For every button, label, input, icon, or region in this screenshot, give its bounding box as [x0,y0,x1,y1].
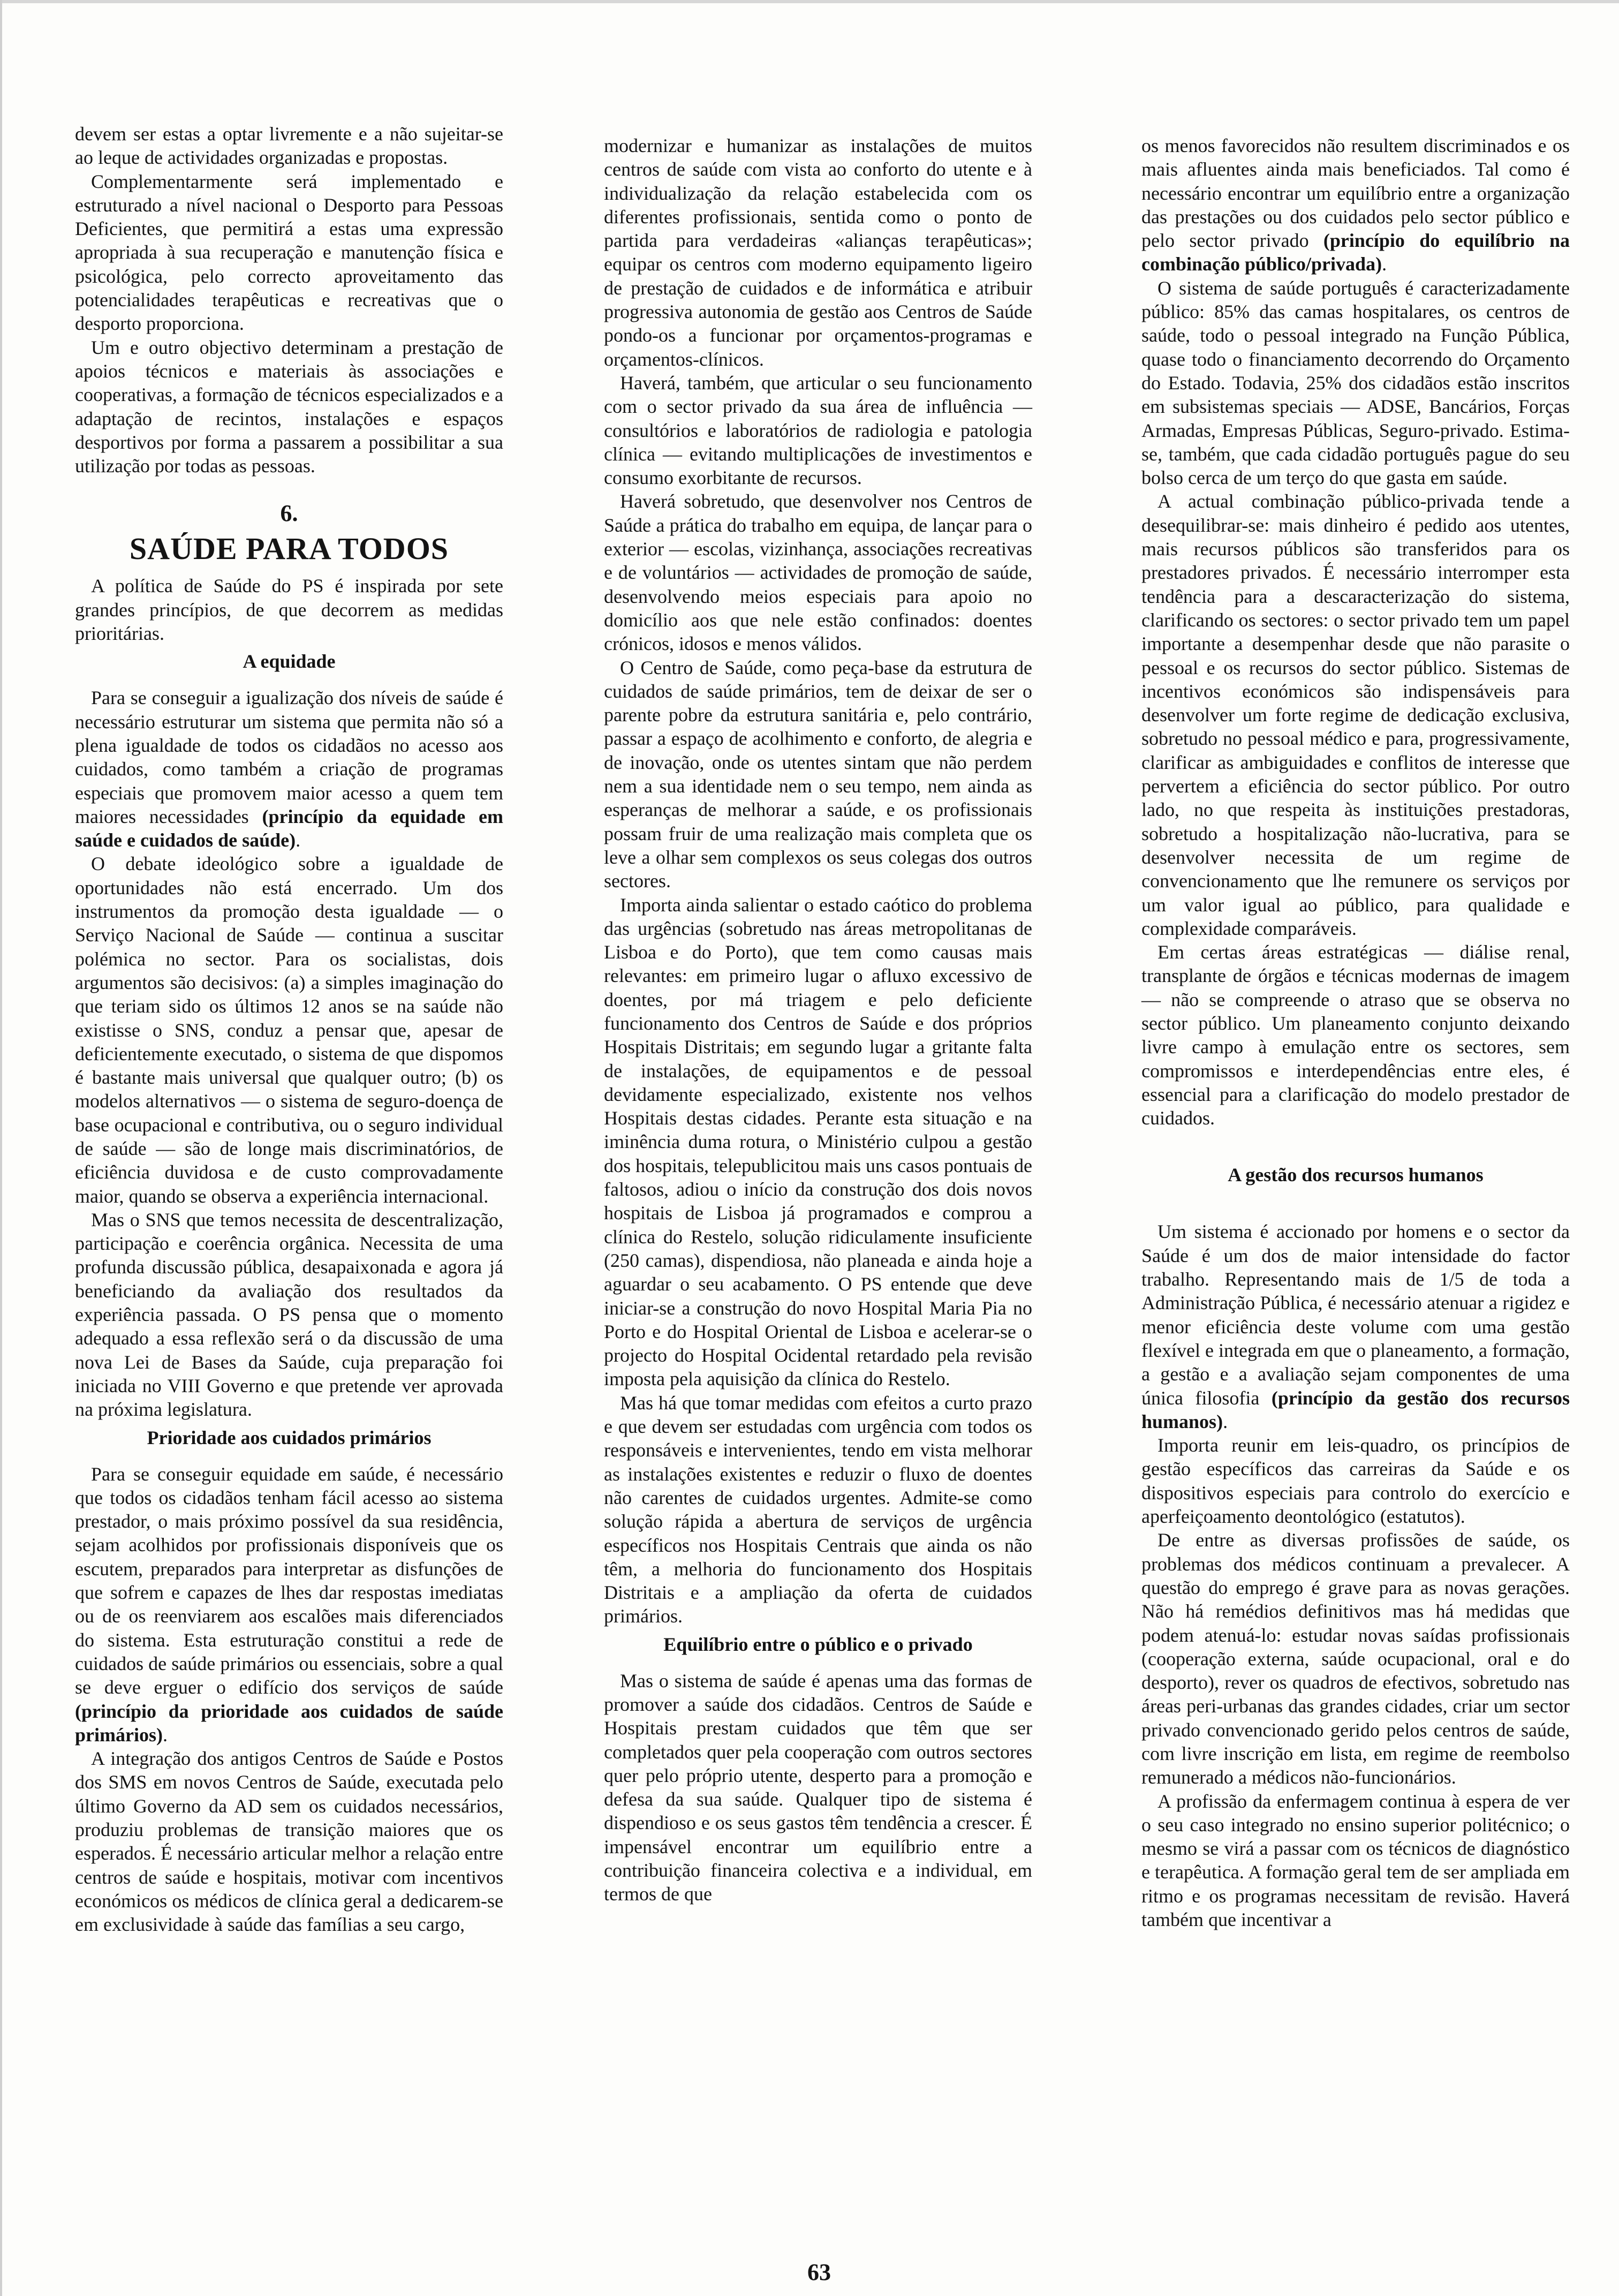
paragraph: A actual combinação público-privada tende a desequilibrar-se: mais dinheiro é pedido aos utentes, mais recursos públicos são transferidos para os prestadores privados. É necessário interromper esta tendência para a descaracterização do sistema, clarificando os sectores: o sector privado tem um papel importante a desempenhar desde que não parasite o pessoal e os recursos do sector público. Sistemas de incentivos económicos são indispensáveis para desenvolver um forte regime de dedicação exclusiva, sobretudo no pessoal médico e para, progressivamente, clarificar as ambiguidades e conflitos de interesse que pervertem a eficiência do sector público. Por outro lado, no que respeita às instituições prestadoras, sobretudo a hospitalização não-lucrativa, para se desenvolver necessita de um regime de convencionamento que lhe remunere os serviços por um valor igual ao público, para qualidade e complexidade comparáveis. [1141,490,1570,939]
section-title: SAÚDE PARA TODOS [129,531,449,567]
paragraph: Haverá sobretudo, que desenvolver nos Centros de Saúde a prática do trabalho em equipa, de lançar para o exterior — escolas, vizinhança, associações recreativas e de voluntários — actividades de promoção de saúde, desenvolvendo meios especiais para apoio no domicílio aos que nele estão confinados: doentes crónicos, idosos e menos válidos. [604,490,1032,655]
paragraph [75,686,503,852]
paragraph: De entre as diversas profissões de saúde, os problemas dos médicos continuam a prevalecer. A questão do emprego é grave para as novas gerações. Não há remédios definitivos mas há medidas que podem atenuá-lo: estudar novas saídas profissionais (cooperação externa, saúde ocupacional, oral e do desporto), rever os quadros de efectivos, sobretudo nas áreas peri-urbanas das grandes cidades, criar um sector privado convencionado gerido pelos centros de saúde, com livre inscrição em lista, em regime de reembolso remunerado a médicos não-funcionários. [1141,1529,1570,1788]
paragraph-text: os menos favorecidos não resultem discriminados e os mais afluentes ainda mais beneficiados. Tal como é necessário encontrar um equilíbrio entre a organização das prestações ou dos cuidados pelo sector público e pelo sector privado [1141,135,1570,252]
paragraph: A integração dos antigos Centros de Saúde e Postos dos SMS em novos Centros de Saúde, executada pelo último Governo da AD sem os cuidados necessários, produziu problemas de transição maiores que os esperados. É necessário articular melhor a relação entre centros de saúde e hospitais, motivar com incentivos económicos os médicos de clínica geral a dedicarem-se em exclusividade à saúde das famílias a seu cargo, [75,1748,503,1936]
paragraph: O sistema de saúde português é caracterizadamente público: 85% das camas hospitalares, os centros de saúde, todo o pessoal integrado na Função Pública, quase todo o financiamento decorrendo do Orçamento do Estado. Todavia, 25% dos cidadãos estão inscritos em subsistemas speciais — ADSE, Bancários, Forças Armadas, Empresas Públicas, Seguro-privado. Estima-se, também, que cada cidadão português pague do seu bolso cerca de um terço do que gasta em saúde. [1141,277,1570,489]
paragraph: Importa ainda salientar o estado caótico do problema das urgências (sobretudo nas áreas metropolitanas de Lisboa e do Porto), que tem como causas mais relevantes: em primeiro lugar o afluxo excessivo de doentes, por má triagem e pelo deficiente funcionamento dos Centros de Saúde e dos próprios Hospitais Distritais; em segundo lugar a gritante falta de instalações, de equipamentos e de pessoal devidamente especializado, existente nos velhos Hospitais destas cidades. Perante esta situação e na iminência duma rotura, o Ministério culpou a gestão dos hospitais, telepublicitou mais uns casos pontuais de faltosos, adiou o início da construção dos dois novos hospitais de Lisboa já programados e comprou a clínica do Restelo, solução ridiculamente insuficiente (250 camas), dispendiosa, não planeada e ainda hoje a aguardar o seu acabamento. O PS entende que deve iniciar-se a construção do novo Hospital Maria Pia no Porto e do Hospital Oriental de Lisboa e acelerar-se o projecto do Hospital Ocidental retardado pela revisão imposta pela aquisição da clínica do Restelo. [604,894,1032,1390]
paragraph-end: . [162,1724,168,1746]
paragraph-end: . [1223,1410,1228,1432]
paragraph: A política de Saúde do PS é inspirada por sete grandes princípios, de que decorrem as medidas prioritárias. [75,575,503,645]
paragraph [75,1462,503,1747]
paragraph-end: . [296,829,301,851]
paragraph: Em certas áreas estratégicas — diálise renal, transplante de órgãos e técnicas modernas de imagem — não se compreende o atraso que se observa no sector público. Um planeamento conjunto deixando livre campo à emulação entre os sectores, sem compromissos e interdependências entre eles, é essencial para a clarificação do modelo prestador de cuidados. [1141,941,1570,1129]
principle-bold: (princípio da equidade em saúde e cuidados de saúde) [75,805,503,851]
principle-bold: (princípio da prioridade aos cuidados de saúde primários) [75,1700,503,1746]
paragraph: A profissão da enfermagem continua à espera de ver o seu caso integrado no ensino superior politécnico; o mesmo se virá a passar com os técnicos de diagnóstico e terapêutica. A formação geral tem de ser ampliada em ritmo e os programas necessitam de revisão. Haverá também que incentivar a [1141,1790,1570,1931]
column-left [75,122,503,1936]
paragraph: Mas o sistema de saúde é apenas uma das formas de promover a saúde dos cidadãos. Centros de Saúde e Hospitais prestam cuidados que têm que ser completados quer pela cooperação com outros sectores quer pelo próprio utente, desperto para a promoção e defesa da sua saúde. Qualquer tipo de sistema é dispendioso e os seus gastos têm tendência a crescer. É impensável encontrar um equilíbrio entre a contribuição financeira colectiva e a individual, em termos de que [604,1670,1032,1905]
scan-edge-top [0,0,1619,3]
paragraph: modernizar e humanizar as instalações de muitos centros de saúde com vista ao conforto do utente e à individualização da relação estabelecida com os diferentes profissionais, sentida como o ponto de partida para verdadeiras «alianças terapêuticas»; equipar os centros com moderno equipamento ligeiro de prestação de cuidados e de informática e atribuir progressiva autonomia de gestão aos Centros de Saúde pondo-os a funcionar por orçamentos-programas e orçamentos-clínicos. [604,135,1032,370]
subheading-gestao: A gestão dos recursos humanos [1228,1164,1484,1186]
paragraph [1141,1220,1570,1433]
paragraph: O Centro de Saúde, como peça-base da estrutura de cuidados de saúde primários, tem de deixar de ser o parente pobre da estrutura sanitária e, pelo contrário, passar a espaço de acolhimento e conforto, de alegria e de inovação, onde os utentes sintam que não perdem nem a sua identidade nem o seu tempo, nem ainda as esperanças de melhorar a saúde, e os profissionais possam fruir de uma realização mais completa que os leve a olhar sem complexos os seus colegas dos outros sectores. [604,656,1032,892]
paragraph: Complementarmente será implementado e estruturado a nível nacional o Desporto para Pessoas Deficientes, que permitirá a estas uma expressão apropriada à sua recuperação e manutenção física e psicológica, pelo correcto aproveitamento das potencialidades terapêuticas e recreativas que o desporto proporciona. [75,170,503,335]
paragraph: Importa reunir em leis-quadro, os princípios de gestão específicos das carreiras da Saúde e os dispositivos especiais para controlo do exercício e aperfeiçoamento deontológico (estatutos). [1141,1434,1570,1528]
paragraph: Haverá, também, que articular o seu funcionamento com o sector privado da sua área de influência — consultórios e laboratórios de radiologia e patologia clínica — evitando multiplicações de investimentos e consumo exorbitante de recursos. [604,372,1032,489]
paragraph: Um e outro objectivo determinam a prestação de apoios técnicos e materiais às associações e cooperativas, a formação de técnicos especializados e a adaptação de recintos, instalações e espaços desportivos por forma a passarem a possibilitar a sua utilização por todas as pessoas. [75,336,503,477]
paragraph-end: . [1382,253,1387,275]
paragraph: Mas o SNS que temos necessita de descentralização, participação e coerência orgânica. Necessita de uma profunda discussão pública, desapaixonada e agora já beneficiando da avaliação dos resultados da experiência passada. O PS pensa que o momento adequado a essa reflexão será o da discussão de uma nova Lei de Bases da Saúde, cuja preparação foi iniciada no VIII Governo e que pretende ver aprovada na próxima legislatura. [75,1209,503,1421]
paragraph-text: Para se conseguir equidade em saúde, é necessário que todos os cidadãos tenham fácil acesso ao sistema prestador, o mais próximo possível da sua residência, sejam acolhidos por profissionais disponíveis que os escutem, preparados para interpretar as disfunções de que sofrem e capazes de lhes dar respostas imediatas ou de os reenviarem aos escalões mais diferenciados do sistema. Esta estruturação constitui a rede de cuidados de saúde primários ou essenciais, sobre a qual se deve erguer o edifício dos serviços de saúde [75,1463,503,1698]
section-number: 6. [280,500,298,527]
subheading-prioridade: Prioridade aos cuidados primários [147,1426,432,1448]
column-middle [604,134,1032,1906]
principle-bold: (princípio da gestão dos recursos humanos) [1141,1387,1570,1432]
scan-edge-left [0,0,2,2296]
paragraph: devem ser estas a optar livremente e a não sujeitar-se ao leque de actividades organizadas e propostas. [75,123,503,169]
subheading-equidade: A equidade [243,651,336,673]
principle-bold: (princípio do equilíbrio na combinação público/privada) [1141,230,1570,275]
paragraph-text: Um sistema é accionado por homens e o sector da Saúde é um dos de maior intensidade do factor trabalho. Representando mais de 1/5 de toda a Administração Pública, é necessário atenuar a rigidez e menor eficiência deste volume com uma gestão flexível e integrada em que o planeamento, a formação, a gestão e a avaliação sejam componentes de uma única filosofia [1141,1221,1570,1409]
paragraph [1141,134,1570,276]
paragraph: O debate ideológico sobre a igualdade de oportunidades não está encerrado. Um dos instrumentos da promoção desta igualdade — o Serviço Nacional de Saúde — continua a suscitar polémica no sector. Para os socialistas, dois argumentos são decisivos: (a) a simples imaginação do que teriam sido os últimos 12 anos se na saúde não existisse o SNS, conduz a pensar que, apesar de deficientemente executado, o sistema de que dispomos é bastante mais universal que qualquer outro; (b) os modelos alternativos — o sistema de seguro-doença de base ocupacional e contributiva, ou o seguro individual de saúde — são de longe mais discriminatórios, de eficiência duvidosa e de custo comprovadamente maior, quando se observa a experiência internacional. [75,853,503,1207]
paragraph-text: Para se conseguir a igualização dos níveis de saúde é necessário estruturar um sistema que permita não só a plena igualdade de todos os cidadãos no acesso aos cuidados, como também a criação de programas especiais que promovem maior acesso a quem tem maiores necessidades [75,687,503,827]
paragraph: Mas há que tomar medidas com efeitos a curto prazo e que devem ser estudadas com urgência com todos os responsáveis e intervenientes, tendo em vista melhorar as instalações existentes e reduzir o fluxo de doentes não carentes de cuidados urgentes. Admite-se como solução rápida a abertura de serviços de urgência específicos nos Hospitais Centrais que ainda os não têm, a melhoria do funcionamento dos Hospitais Distritais e a ampliação da oferta de cuidados primários. [604,1392,1032,1627]
column-right [1141,134,1570,1931]
page-number: 63 [807,2259,831,2285]
subheading-equilibrio: Equilíbrio entre o público e o privado [663,1633,973,1655]
